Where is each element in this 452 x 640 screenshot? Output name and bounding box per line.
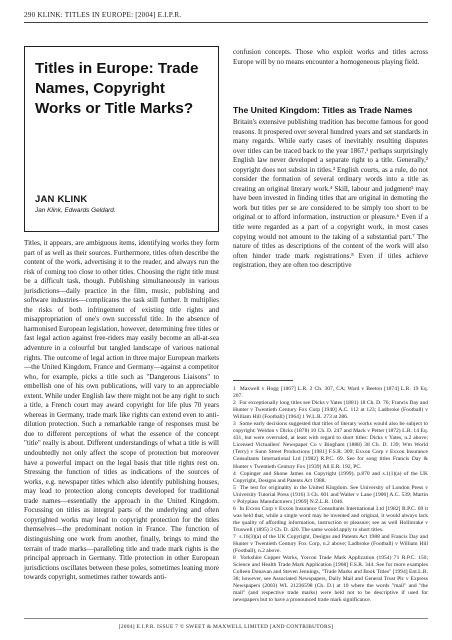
left-column (24, 239, 219, 583)
footnote (233, 386, 428, 400)
author-affiliation: Jan Klink, Edwards Geldard. (35, 207, 116, 214)
footnote (233, 471, 428, 485)
running-head: 290 KLINK: TITLES IN EUROPE: [2004] E.I.P.R. (24, 11, 182, 19)
article-title-box (24, 46, 219, 232)
footnote-number: 2 (233, 400, 236, 407)
footnote-number: 5 (233, 484, 236, 491)
footnote-number: 8 (233, 555, 236, 562)
footnote (233, 534, 428, 555)
body-paragraph: confusion concepts. Those who exploit works and titles across Europe will by no means encounter a homogeneous playing field. (233, 48, 428, 66)
footnote (233, 400, 428, 421)
footnote-text: The test for originality in the United Kingdom. See University of London Press v University Tutorial Press (1916) 3 Ch. 601 and Walter v Lane [1900] A.C. 539; Martin v Polyplass Manufacturers [1969] N.Z.L.R. 1046. (233, 484, 428, 505)
footnote-number: 4 (233, 470, 236, 477)
footnote-text: Some early decisions suggested that titles of literary works would also be subject to copyright: Weldon v Dicks (1878) 10 Ch. D. 247 and Mack v Petter (1872) L.R. 14 Eq. 431, but were overruled, at least with regard to short titles: Dicks v Yates, n.2 above; Licensed Victuallers' Newspaper Co v Bingham (1888) 38 Ch. D. 139; Wm World (Terry) v Sunn Street Productions [1981] F.S.R. 309; Exxon Corp v Exxon Insurance Consultants International Ltd [1982] R.P.C. 69. See for song titles Francis Day & Hunter v Twentieth Century Fox [1939] All E.R. 192, PC. (233, 421, 428, 470)
footnote-text: In Exxon Corp v Exxon Insurance Consultants International Ltd [1982] R.P.C. 69 it was held that, while a single word may be invented and original, it would always lack the quality of affording information, instruction or pleasure; see as well Hollinrake v Truswell (1895) 3 Ch. D. 420. The same would apply to short titles. (233, 505, 428, 533)
footnote (233, 421, 428, 470)
right-column-continuation (233, 48, 428, 67)
footnote-number: 1 (233, 386, 236, 392)
footnote-text: Copinger and Skone James on Copyright (1999), p.870 and s.1(1)(a) of the UK Copyright, Designs and Patents Act 1988. (233, 470, 428, 484)
article-title: Titles in Europe: Trade Names, Copyright Works or Title Marks? (35, 60, 199, 117)
footnote-number: 6 (233, 505, 236, 512)
footnote (233, 555, 428, 604)
header-rule (24, 22, 428, 23)
footnote-number: 7 (233, 533, 236, 540)
footer-rule (24, 618, 428, 619)
footnote-text: For exceptionally long titles see Dicks v Yates (1881) 18 Ch. D. 76; Francis Day and Hunter v Twentieth Century Fox Corp [1940] A.C. 112 at 123; Ladbroke (Football) v William Hill (Football) [1964] 1 W.L.R. 273 at 286. (233, 400, 429, 421)
footnote-text: Maxwell v Hogg [1867] L.R. 2 Ch. 307, CA; Ward v Beeton [1874] L.R. 19 Eq. 207. (233, 386, 428, 400)
body-paragraph: Titles, it appears, are ambiguous items, identifying works they form part of as well as their sources. Furthermore, titles often describe the content of the work, advertising it to the reader, and always run the risk of coming too close to other titles. Choosing the right title must be a difficult task, though. Publishing simultaneously in various jurisdictions—daily practice in the film, music, publishing and software industries—complicates the task still further. It multiplies the risks of both infringement of existing title rights and misappropriation of one's own successful title. In the absence of harmonised European legislation, however, determining free titles or fast legal action against free-riders may easily become an all-at-sea adventure in a colourful but tangled landscape of various national rights. The outcome of legal action in three major European markets—the United Kingdom, France and Germany—against a competitor who, for example, picks a title such as "Dangerous Liaisons" to embellish one of his own publications, will vary to an appreciable extent. While under English law there might not be any right to such a title, a French court may award copyright for life plus 70 years whereas in Germany, trade mark like rights can extend even to anti-dilution protection. Such a remarkable range of responses must be due to different perceptions of what the essence of the concept "title" really is about. Different understandings of what a title is will undoubtedly not only affect the scope of protection but moreover have a powerful impact on the legal basis that title rights rest on. Stressing the function of titles as indications of the sources of works, e.g. newspaper titles which also identify publishing houses, may lead to protection along concepts developed for traditional trade names—essentially the approach in the United Kingdom. Focussing on titles as integral parts of the underlying and often copyrighted works may lead to copyright protection for the titles themselves—the predominant notion in France. The function of distinguishing one work from another, finally, brings to mind the terrain of trade marks—paralleling title and trade mark rights is the principal approach in Germany. Title protection in other European jurisdictions oscillates between these poles, sometimes leaning more towards copyright, sometimes rather towards anti- (24, 239, 219, 582)
section-heading: The United Kingdom: Titles as Trade Names (233, 105, 413, 115)
page-footer: [2004] E.I.P.R. ISSUE 7 © SWEET & MAXWELL LIMITED [AND CONTRIBUTORS] (118, 624, 334, 630)
footnote (233, 506, 428, 534)
footnote (233, 485, 428, 506)
footnotes (233, 386, 428, 604)
footnote-number: 3 (233, 421, 236, 428)
right-column-body (233, 118, 428, 271)
footnotes-rule (233, 380, 293, 381)
footnote-text: s.16(3)(a) of the UK Copyright, Designs and Patents Act 1988 and Francis Day and Hunter v Twentieth Century Fox Corp, n.2 above; Ladbroke (Football) v William Hill (Football), n.2 above. (233, 533, 428, 555)
body-paragraph: Britain's extensive publishing tradition has become famous for good reasons. It prospered over several hundred years and set standards in many regards. While early cases of inevitably resulting disputes over titles can be traced back to the year 1867,¹ perhaps surprisingly English law never developed a separate right to a title. Generally,² copyright does not subsist in titles.³ English courts, as a rule, do not consider the formation of several ordinary words into a title as creating an original literary work.⁴ Skill, labour and judgment⁵ may have been invested in finding titles that are original in demoting the work but titles per se are considered to be simply too short to be original or to afford information, instruction or pleasure.⁶ Even if a title were regarded as a part of a copyright work, in most cases copying would not amount to the taking of a substantial part.⁷ The nature of titles as descriptions of the content of the work will also often hinder trade mark registrations.⁸ Even if titles achieve registration, they are often too descriptive (233, 118, 428, 270)
author-name: JAN KLINK (35, 194, 88, 205)
footnote-text: Yorkshire Copper Works, Yorcon Trade Mark Application (1954) 71 R.P.C. 150; Science and Health Trade Mark Application [1968] F.S.R. 344. See for more examples Colleen Donavan and Steven Jennings, "Trade Marks and Book Titles" [1994] Ent.L.R. 38; however, see Associated Newspapers, Daily Mail and General Trust Plc v Express Newspapers (2003) WL 21236598 (Ch. D.) at 10 where the words "mail" and "the mail" (and respective trade marks) were held not to be descriptive if used for newspapers but to have a pronounced trade mark significance. (233, 555, 428, 604)
